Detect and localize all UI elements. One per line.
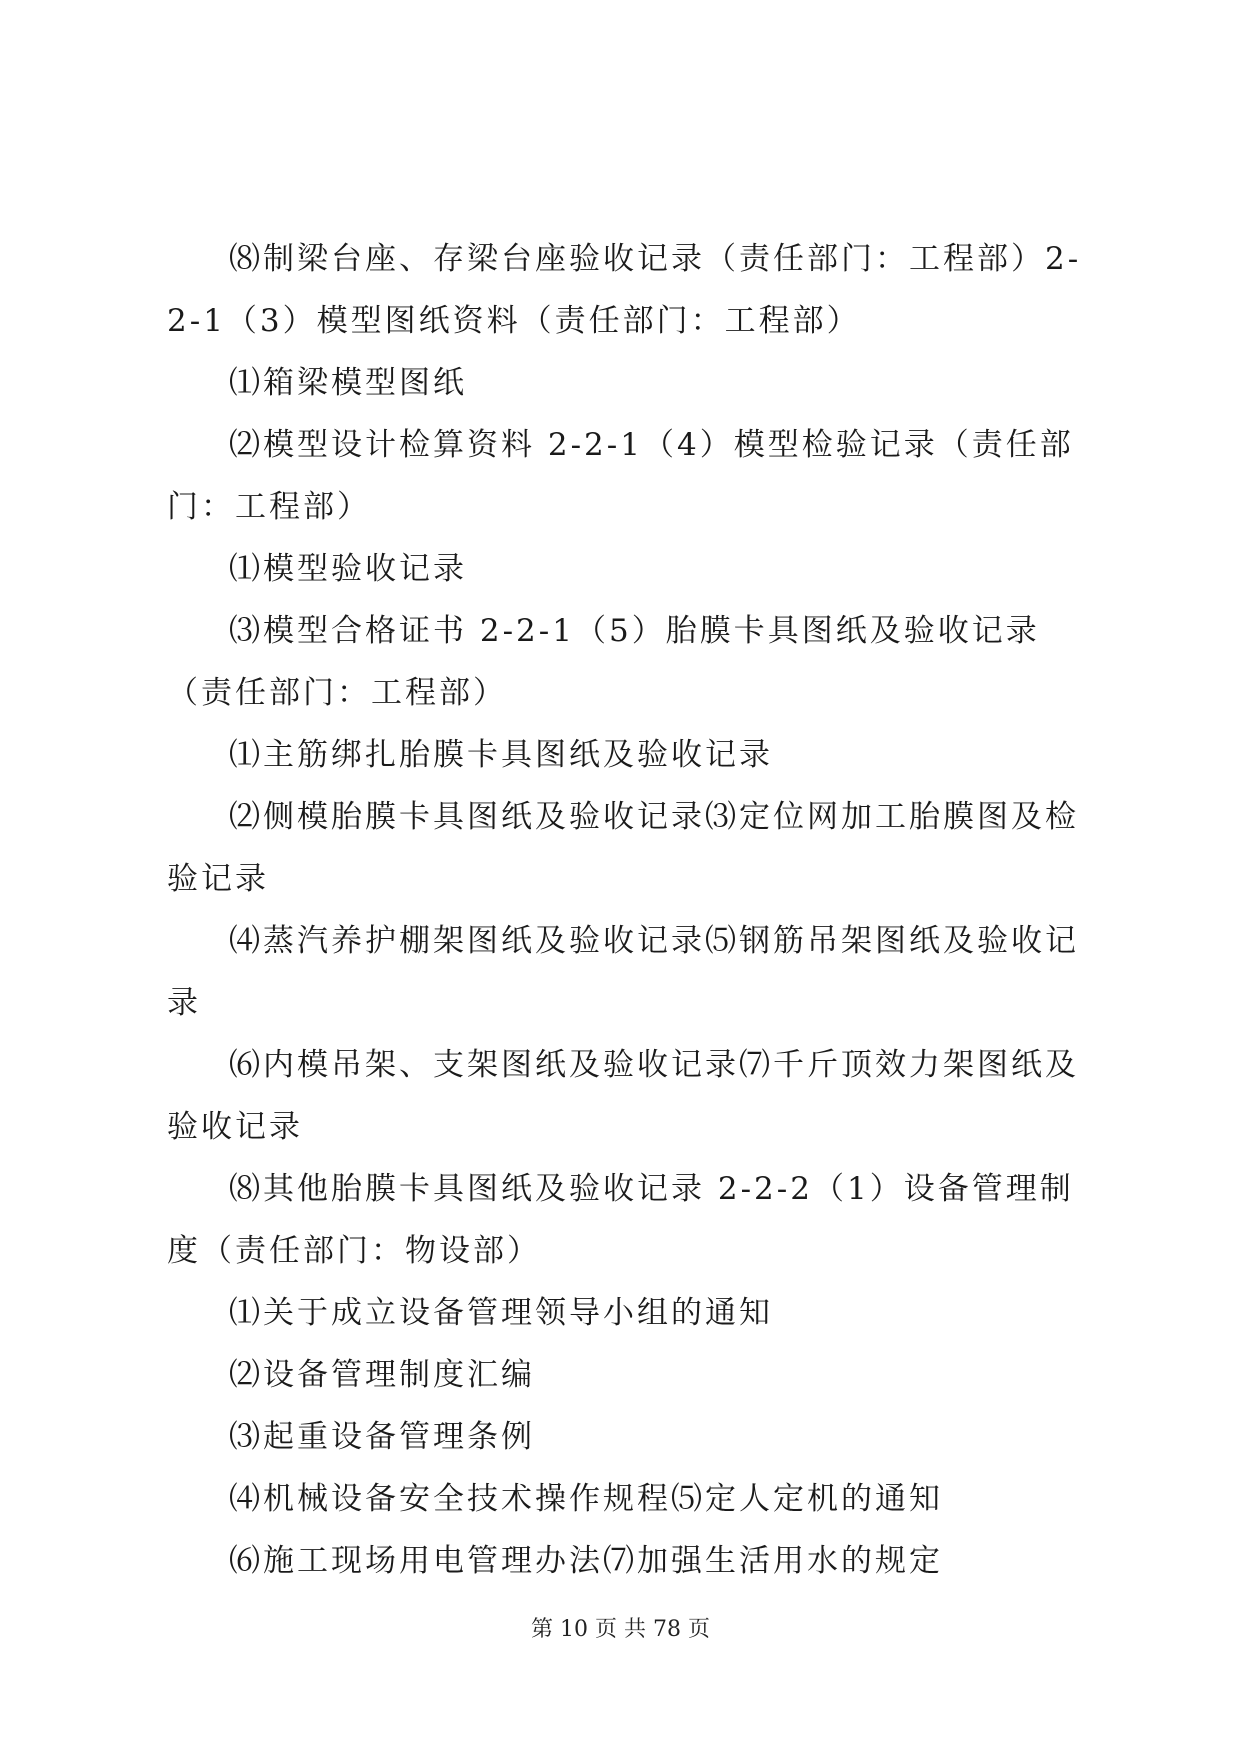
paragraph: ⑶起重设备管理条例 — [229, 1419, 535, 1455]
paragraph: ⑻制梁台座、存梁台座验收记录（责任部门：工程部）2-2-1（3）模型图纸资料（责任部门：工程部） — [167, 241, 1082, 339]
paragraph: ⑵模型设计检算资料 2-2-1（4）模型检验记录（责任部门：工程部） — [167, 427, 1074, 525]
paragraph: ⑷蒸汽养护棚架图纸及验收记录⑸钢筋吊架图纸及验收记录 — [167, 923, 1079, 1021]
paragraph: ⑵侧模胎膜卡具图纸及验收记录⑶定位网加工胎膜图及检验记录 — [167, 799, 1079, 897]
paragraph: ⑶模型合格证书 2-2-1（5）胎膜卡具图纸及验收记录（责任部门：工程部） — [167, 613, 1040, 711]
paragraph: ⑴主筋绑扎胎膜卡具图纸及验收记录 — [229, 737, 773, 773]
paragraph: ⑴模型验收记录 — [229, 551, 467, 587]
paragraph: ⑹内模吊架、支架图纸及验收记录⑺千斤顶效力架图纸及验收记录 — [167, 1047, 1079, 1145]
paragraph: ⑵设备管理制度汇编 — [229, 1357, 535, 1393]
paragraph: ⑴关于成立设备管理领导小组的通知 — [229, 1295, 773, 1331]
page-number-footer: 第 10 页 共 78 页 — [531, 1617, 710, 1642]
paragraph: ⑹施工现场用电管理办法⑺加强生活用水的规定 — [229, 1543, 943, 1579]
paragraph: ⑻其他胎膜卡具图纸及验收记录 2-2-2（1）设备管理制度（责任部门：物设部） — [167, 1171, 1074, 1269]
document-body — [167, 228, 1082, 1592]
paragraph: ⑷机械设备安全技术操作规程⑸定人定机的通知 — [229, 1481, 943, 1517]
paragraph: ⑴箱梁模型图纸 — [229, 365, 467, 401]
